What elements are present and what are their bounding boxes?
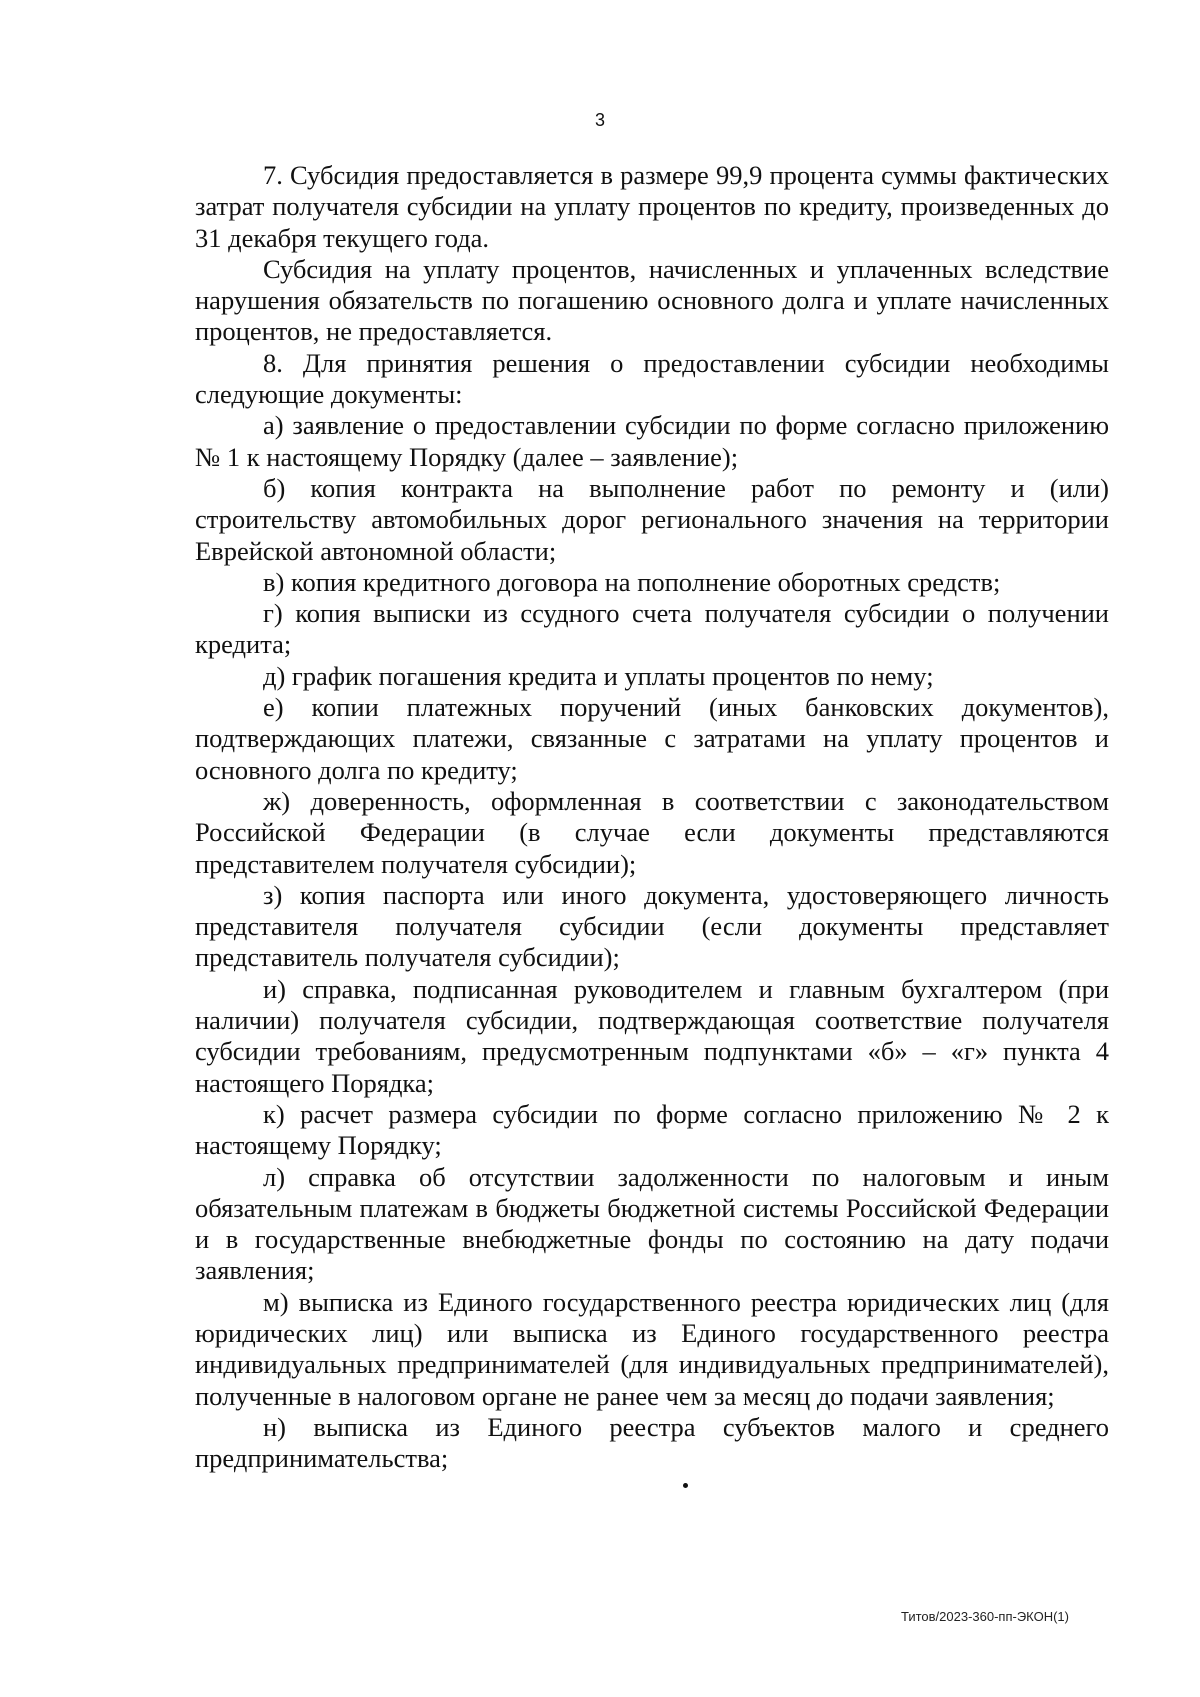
list-item-n-sme-register-extract: н) выписка из Единого реестра субъектов малого и среднего предпринимательства; [195,1411,1109,1474]
paragraph-7-subsidy-size: 7. Субсидия предоставляется в размере 99,9 процента суммы фактических затрат получателя субсидии на уплату процентов по кредиту, произведенных до 31 декабря текущего года. [195,160,1109,253]
list-item-k-subsidy-calculation: к) расчет размера субсидии по форме согласно приложению № 2 к настоящему Порядку; [195,1098,1109,1161]
list-item-l-no-debt-certificate: л) справка об отсутствии задолженности по налоговым и иным обязательным платежам в бюджеты бюджетной системы Российской Федерации и в государственные внебюджетные фонды по состоянию на дату подачи заявления; [195,1161,1109,1286]
list-item-i-compliance-certificate: и) справка, подписанная руководителем и главным бухгалтером (при наличии) получателя субсидии, подтверждающая соответствие получателя субсидии требованиям, предусмотренным подпунктами «б» – «г» пункта 4 настоящего Порядка; [195,973,1109,1098]
paragraph-8-required-documents: 8. Для принятия решения о предоставлении субсидии необходимы следующие документы: [195,347,1109,410]
document-body [195,160,1109,1474]
list-item-b-contract-copy: б) копия контракта на выполнение работ по ремонту и (или) строительству автомобильных дорог регионального значения на территории Еврейской автономной области; [195,472,1109,566]
list-item-d-repayment-schedule: д) график погашения кредита и уплаты процентов по нему; [263,660,934,691]
list-item-zh-power-of-attorney: ж) доверенность, оформленная в соответствии с законодательством Российской Федерации (в случае если документы представляются представителем получателя субсидии); [195,785,1109,879]
list-item-a-application: а) заявление о предоставлении субсидии по форме согласно приложению № 1 к настоящему Порядку (далее – заявление); [195,410,1109,472]
list-item-g-loan-account-extract: г) копия выписки из ссудного счета получателя субсидии о получении кредита; [195,598,1109,660]
document-footer-code: Титов/2023-360-пп-ЭКОН(1) [900,1609,1069,1624]
page-number: 3 [594,110,605,130]
paragraph-subsidy-exclusion: Субсидия на уплату процентов, начисленных и уплаченных вследствие нарушения обязательств по погашению основного долга и уплате начисленных процентов, не предоставляется. [195,253,1109,347]
list-item-v-credit-agreement: в) копия кредитного договора на пополнение оборотных средств; [263,566,1001,597]
list-item-m-state-register-extract: м) выписка из Единого государственного реестра юридических лиц (для юридических лиц) или выписка из Единого государственного реестра индивидуальных предпринимателей (для индивидуальных предпринимателей), полученные в налоговом органе не ранее чем за месяц до подачи заявления; [195,1286,1109,1411]
scan-artifact-dot [683,1483,688,1488]
list-item-e-payment-orders: е) копии платежных поручений (иных банковских документов), подтверждающих платежи, связанные с затратами на уплату процентов и основного долга по кредиту; [195,692,1109,785]
list-item-z-passport-copy: з) копия паспорта или иного документа, удостоверяющего личность представителя получателя субсидии (если документы представляет представитель получателя субсидии); [195,879,1109,973]
